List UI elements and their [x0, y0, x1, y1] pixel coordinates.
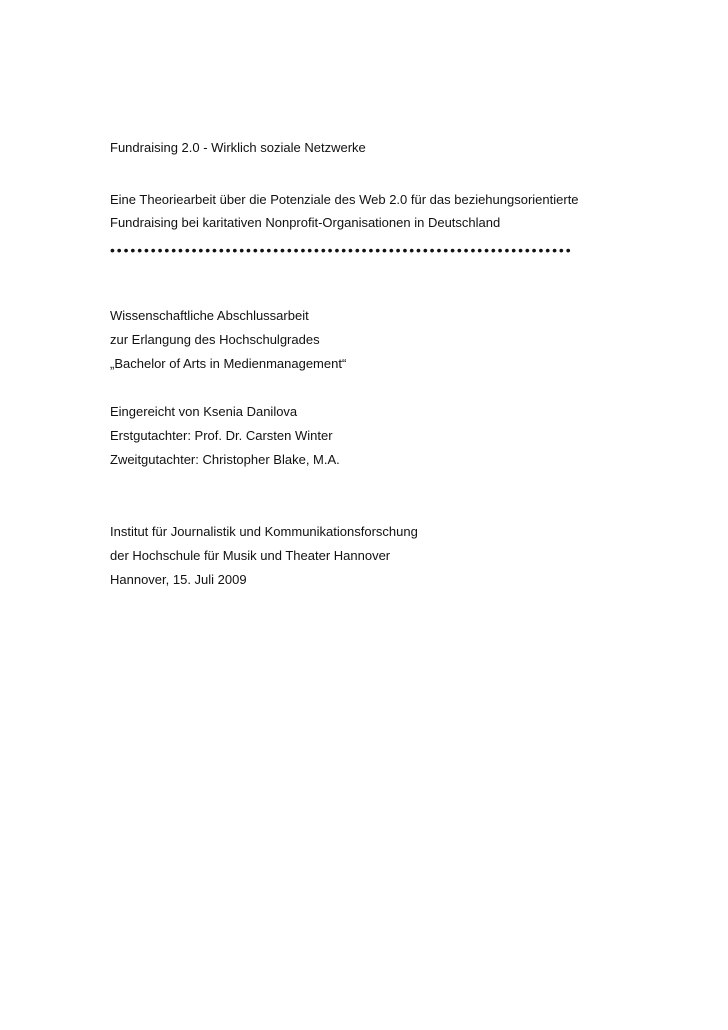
author-line: Eingereicht von Ksenia Danilova [110, 404, 298, 419]
thesis-description [110, 304, 630, 376]
thesis-line: „Bachelor of Arts in Medienmanagement“ [110, 356, 347, 371]
author-line: Erstgutachter: Prof. Dr. Carsten Winter [110, 428, 333, 443]
title-page-content [110, 138, 630, 592]
institution-info [110, 520, 630, 592]
subtitle-line: Eine Theoriearbeit über die Potenziale des Web 2.0 für das beziehungsorientierte [110, 192, 579, 207]
document-title: Fundraising 2.0 - Wirklich soziale Netzwerke [110, 140, 366, 155]
author-line: Zweitgutachter: Christopher Blake, M.A. [110, 452, 340, 467]
institution-line: der Hochschule für Musik und Theater Hannover [110, 548, 391, 563]
institution-line: Hannover, 15. Juli 2009 [110, 572, 247, 587]
author-info [110, 400, 630, 472]
thesis-line: Wissenschaftliche Abschlussarbeit [110, 308, 309, 323]
subtitle-line: Fundraising bei karitativen Nonprofit-Organisationen in Deutschland [110, 215, 501, 230]
document-subtitle [110, 188, 630, 234]
institution-line: Institut für Journalistik und Kommunikationsforschung [110, 524, 418, 539]
thesis-line: zur Erlangung des Hochschulgrades [110, 332, 320, 347]
dotted-separator: •••••••••••••••••••••••••••••••••••••••••••••••••••••••••••••••••••• [110, 242, 573, 258]
